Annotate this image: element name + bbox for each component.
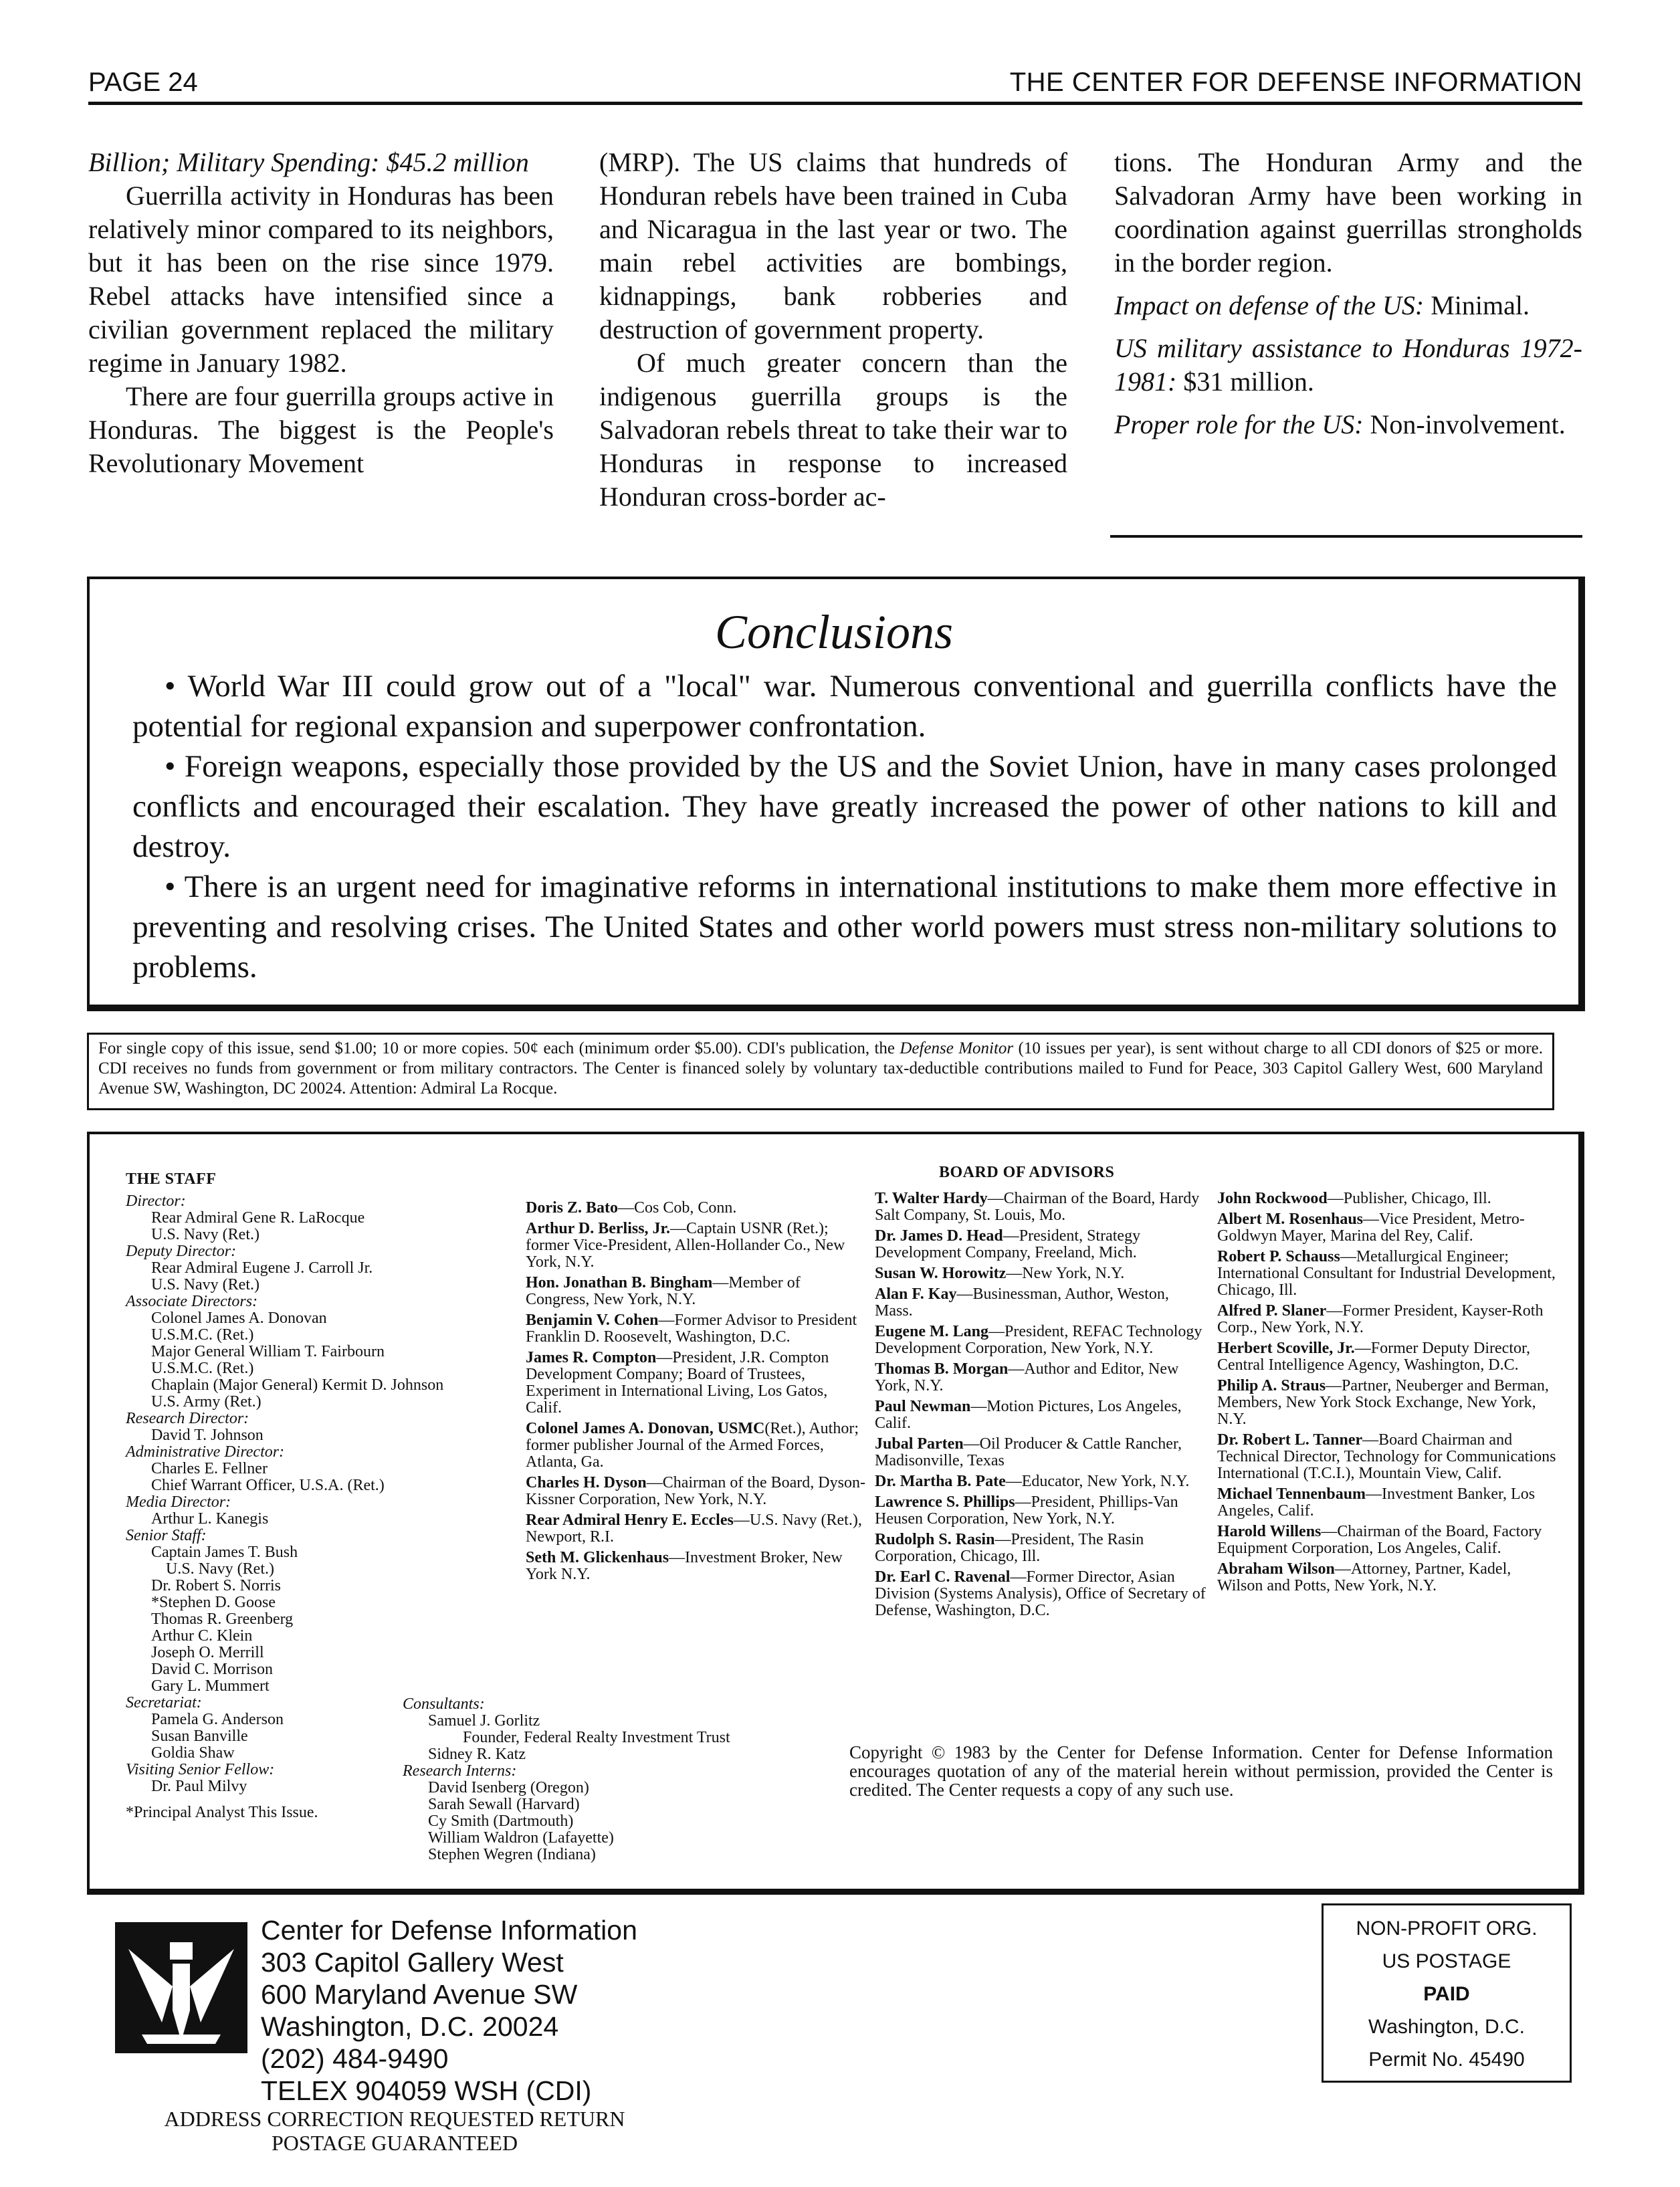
conclusion-item: • World War III could grow out of a "local" war. Numerous conventional and guerrilla conflicts have the potential for regional expansion and superpower confrontation.	[132, 669, 1557, 744]
advisor-name: Michael Tennenbaum	[1217, 1485, 1366, 1503]
advisor-description: —Captain USNR (Ret.); former Vice-President, Allen-Hollander Co., New York, N.Y.	[526, 1220, 845, 1271]
advisor-name: Jubal Parten	[875, 1435, 964, 1453]
advisor-description: —Investment Banker, Los Angeles, Calif.	[1217, 1485, 1536, 1520]
advisor-name: Doris Z. Bato	[526, 1199, 618, 1217]
staff-name: Joseph O. Merrill	[151, 1644, 264, 1661]
notice-text: (10 issues per year), is sent without charge to all CDI donors of $25 or more. CDI receives no funds from government or from military contractors. The Center is financed solely by voluntary tax-deductible contributions mailed to Fund for Peace, 303 Capitol Gallery West, 600 Maryland Avenue SW, Washington, DC 20024. Attention: Admiral La Rocque.	[98, 1039, 1543, 1098]
advisor-entry	[875, 1436, 1209, 1469]
page-header	[88, 62, 1582, 105]
article-column-3	[1114, 146, 1582, 441]
consultant-name: Sidney R. Katz	[428, 1746, 526, 1763]
advisor-name: Rudolph S. Rasin	[875, 1531, 995, 1548]
advisor-name: Seth M. Glickenhaus	[526, 1549, 669, 1566]
eagle-logo-icon	[115, 1922, 247, 2053]
advisor-name: Abraham Wilson	[1217, 1560, 1335, 1578]
advisor-entry	[875, 1361, 1209, 1394]
advisor-description: —Vice President, Metro-Goldwyn Mayer, Marina del Rey, Calif.	[1217, 1211, 1525, 1245]
staff-name: Colonel James A. Donovan	[151, 1310, 327, 1327]
advisor-entry	[875, 1228, 1209, 1261]
staff-name: Arthur L. Kanegis	[151, 1510, 269, 1528]
indicia-line: Washington, D.C.	[1368, 2016, 1525, 2038]
advisor-description: —Author and Editor, New York, N.Y.	[875, 1360, 1179, 1394]
advisor-entry	[1217, 1378, 1560, 1428]
advisor-name: John Rockwood	[1217, 1190, 1328, 1207]
advisor-entry	[1217, 1340, 1560, 1374]
staff-role: Deputy Director:	[126, 1243, 237, 1260]
advisor-description: —Former Advisor to President Franklin D. Roosevelt, Washington, D.C.	[526, 1312, 857, 1346]
staff-role: Media Director:	[126, 1493, 231, 1511]
conclusions-list	[132, 666, 1557, 987]
intern-name: Stephen Wegren (Indiana)	[428, 1846, 596, 1863]
indicia-line: NON-PROFIT ORG.	[1356, 1917, 1538, 1940]
advisor-description: —Motion Pictures, Los Angeles, Calif.	[875, 1398, 1182, 1432]
advisor-description: —New York, N.Y.	[1006, 1265, 1125, 1282]
paragraph: Guerrilla activity in Honduras has been relatively minor compared to its neighbors, but it has been on the rise since 1979. Rebel attacks have intensified since a civilian government replaced the military regime in January 1982.	[88, 181, 554, 378]
assistance-value: $31 million.	[1183, 367, 1314, 397]
staff-name: Goldia Shaw	[151, 1744, 235, 1762]
staff-name: Arthur C. Klein	[151, 1627, 253, 1645]
staff-name: Dr. Robert S. Norris	[151, 1577, 281, 1594]
staff-name: U.S. Navy (Ret.)	[166, 1560, 274, 1578]
advisor-description: —Former President, Kayser-Roth Corp., New York, N.Y.	[1217, 1302, 1544, 1336]
advisor-entry	[1217, 1561, 1560, 1594]
staff-name: U.S. Army (Ret.)	[151, 1393, 261, 1411]
advisor-entry	[526, 1200, 865, 1217]
advisor-description: —Chairman of the Board, Hardy Salt Company, St. Louis, Mo.	[875, 1190, 1200, 1224]
staff-name: Susan Banville	[151, 1728, 248, 1745]
board-column-2	[875, 1190, 1209, 1623]
advisor-name: Arthur D. Berliss, Jr.	[526, 1220, 670, 1237]
intern-name: Sarah Sewall (Harvard)	[428, 1796, 580, 1813]
article-column-1	[88, 146, 554, 480]
advisor-name: Eugene M. Lang	[875, 1323, 989, 1340]
copyright-notice: Copyright © 1983 by the Center for Defense Information. Center for Defense Information encourages quotation of any of the material herein without permission, provided the Center is credited. The Center requests a copy of any such use.	[849, 1742, 1553, 1800]
advisor-description: —Metallurgical Engineer; International Consultant for Industrial Development, Chicago, Ill.	[1217, 1248, 1556, 1299]
staff-board-box	[87, 1132, 1584, 1895]
advisor-description: —President, Phillips-Van Heusen Corporation, New York, N.Y.	[875, 1493, 1178, 1528]
advisor-entry	[875, 1324, 1209, 1357]
advisor-description: (Ret.), Author; former publisher Journal of the Armed Forces, Atlanta, Ga.	[526, 1420, 859, 1471]
advisor-description: —Oil Producer & Cattle Rancher, Madisonville, Texas	[875, 1435, 1182, 1469]
advisor-entry	[526, 1350, 865, 1417]
advisor-description: —Investment Broker, New York N.Y.	[526, 1549, 843, 1583]
advisor-description: —Publisher, Chicago, Ill.	[1327, 1190, 1491, 1207]
paragraph: tions. The Honduran Army and the Salvadoran Army have been working in coordination against guerrillas strongholds in the border region.	[1114, 147, 1582, 278]
staff-role: Research Director:	[126, 1410, 249, 1427]
advisor-name: Dr. James D. Head	[875, 1227, 1003, 1245]
advisor-description: —Board Chairman and Technical Director, Technology for Communications International (T.C.I.), Mountain View, Calif.	[1217, 1431, 1556, 1482]
advisor-description: —Chairman of the Board, Dyson-Kissner Corporation, New York, N.Y.	[526, 1474, 865, 1508]
advisor-name: Harold Willens	[1217, 1523, 1322, 1540]
staff-name: Dr. Paul Milvy	[151, 1778, 247, 1795]
advisor-name: Philip A. Straus	[1217, 1377, 1326, 1394]
cdi-logo	[115, 1922, 247, 2053]
consultants-label: Consultants:	[403, 1695, 485, 1713]
advisor-entry	[875, 1494, 1209, 1528]
role-value: Non-involvement.	[1370, 409, 1566, 439]
advisor-entry	[526, 1312, 865, 1346]
advisor-entry	[875, 1190, 1209, 1224]
advisor-name: Benjamin V. Cohen	[526, 1312, 659, 1329]
advisor-entry	[526, 1421, 865, 1471]
running-title: THE CENTER FOR DEFENSE INFORMATION	[1009, 68, 1582, 97]
staff-role: Director:	[126, 1192, 186, 1210]
staff-name: U.S.M.C. (Ret.)	[151, 1360, 254, 1377]
page-number: PAGE 24	[88, 68, 198, 97]
return-line: POSTAGE GUARANTEED	[271, 2131, 518, 2155]
indicia-permit: Permit No. 45490	[1368, 2049, 1525, 2071]
advisor-name: Thomas B. Morgan	[875, 1360, 1009, 1378]
return-line: ADDRESS CORRECTION REQUESTED RETURN	[164, 2107, 625, 2131]
advisor-entry	[875, 1569, 1209, 1619]
advisor-description: —Chairman of the Board, Factory Equipment Corporation, Los Angeles, Calif.	[1217, 1523, 1542, 1557]
publication-title: Defense Monitor	[900, 1039, 1014, 1057]
staff-name: U.S. Navy (Ret.)	[151, 1226, 259, 1243]
staff-role: Secretariat:	[126, 1694, 202, 1711]
advisor-entry	[1217, 1486, 1560, 1520]
paragraph: There are four guerrilla groups active in Honduras. The biggest is the People's Revolutionary Movement	[88, 381, 554, 478]
advisor-entry	[526, 1512, 865, 1546]
advisor-name: Hon. Jonathan B. Bingham	[526, 1274, 713, 1291]
indicia-paid: PAID	[1423, 1983, 1470, 2005]
advisor-description: —President, The Rasin Corporation, Chicago, Ill.	[875, 1531, 1144, 1565]
advisor-name: T. Walter Hardy	[875, 1190, 988, 1207]
paragraph: Of much greater concern than the indigenous guerrilla groups is the Salvadoran rebels threat to take their war to Honduras in response to increased Honduran cross-border ac-	[599, 348, 1067, 512]
stats-lead: Billion; Military Spending: $45.2 million	[88, 147, 529, 177]
advisor-description: —Former Deputy Director, Central Intelligence Agency, Washington, D.C.	[1217, 1340, 1531, 1374]
advisor-entry	[1217, 1211, 1560, 1245]
advisor-name: Lawrence S. Phillips	[875, 1493, 1015, 1511]
address-line: 303 Capitol Gallery West	[261, 1947, 564, 1978]
staff-name: David C. Morrison	[151, 1661, 273, 1678]
conclusion-item: • Foreign weapons, especially those provided by the US and the Soviet Union, have in many cases prolonged conflicts and encouraged their escalation. They have greatly increased the power of other nations to kill and destroy.	[132, 749, 1557, 864]
advisor-name: Alfred P. Slaner	[1217, 1302, 1327, 1320]
impact-label: Impact on defense of the US:	[1114, 290, 1425, 320]
advisor-entry	[875, 1473, 1209, 1490]
intern-name: David Isenberg (Oregon)	[428, 1779, 589, 1796]
advisor-name: Susan W. Horowitz	[875, 1265, 1007, 1282]
notice-text: For single copy of this issue, send $1.00; 10 or more copies. 50¢ each (minimum order $5.00). CDI's publication, the	[98, 1039, 896, 1057]
assistance-label: US military assistance to Honduras 1972-1981:	[1114, 333, 1582, 397]
column-end-rule	[1110, 535, 1582, 538]
advisor-name: Rear Admiral Henry E. Eccles	[526, 1512, 734, 1529]
advisor-name: Alan F. Kay	[875, 1285, 957, 1303]
advisor-description: —President, Strategy Development Company, Freeland, Mich.	[875, 1227, 1141, 1261]
staff-name: Pamela G. Anderson	[151, 1711, 284, 1728]
assistance-section	[1114, 332, 1582, 399]
address-line: Center for Defense Information	[261, 1915, 637, 1946]
staff-name: Rear Admiral Gene R. LaRocque	[151, 1209, 365, 1227]
phone-line: (202) 484-9490	[261, 2043, 449, 2074]
staff-name: Chief Warrant Officer, U.S.A. (Ret.)	[151, 1477, 385, 1494]
staff-role: Senior Staff:	[126, 1527, 207, 1544]
role-section	[1114, 408, 1582, 441]
intern-name: Cy Smith (Dartmouth)	[428, 1812, 574, 1830]
telex-line: TELEX 904059 WSH (CDI)	[261, 2075, 592, 2106]
conclusions-title: Conclusions	[714, 605, 954, 659]
board-column-3	[1217, 1190, 1560, 1598]
staff-name: Rear Admiral Eugene J. Carroll Jr.	[151, 1259, 373, 1277]
staff-name: Thomas R. Greenberg	[151, 1610, 294, 1628]
advisor-entry	[1217, 1432, 1560, 1482]
staff-name: U.S.M.C. (Ret.)	[151, 1326, 254, 1344]
advisor-entry	[526, 1221, 865, 1271]
mailing-address	[261, 1914, 637, 2107]
advisor-description: —Member of Congress, New York, N.Y.	[526, 1274, 801, 1308]
staff-role: Administrative Director:	[126, 1443, 285, 1461]
return-notice	[120, 2107, 669, 2155]
advisor-entry	[1217, 1190, 1560, 1207]
conclusions-box	[87, 577, 1585, 1011]
role-label: Proper role for the US:	[1114, 409, 1364, 439]
advisor-entry	[526, 1275, 865, 1308]
staff-name: David T. Johnson	[151, 1427, 264, 1444]
advisor-entry	[875, 1286, 1209, 1320]
advisor-entry	[875, 1398, 1209, 1432]
advisor-entry	[875, 1265, 1209, 1282]
interns-label: Research Interns:	[403, 1762, 517, 1780]
advisor-description: —Former Director, Asian Division (Systems Analysis), Office of Secretary of Defense, Washington, D.C.	[875, 1568, 1206, 1619]
advisor-name: Albert M. Rosenhaus	[1217, 1211, 1364, 1228]
impact-section	[1114, 289, 1582, 322]
address-line: 600 Maryland Avenue SW	[261, 1979, 578, 2010]
advisor-description: —Partner, Neuberger and Berman, Members, New York Stock Exchange, New York, N.Y.	[1217, 1377, 1549, 1428]
advisor-entry	[1217, 1249, 1560, 1299]
advisor-name: Colonel James A. Donovan, USMC	[526, 1420, 765, 1437]
advisor-name: James R. Compton	[526, 1349, 657, 1366]
advisor-entry	[1217, 1303, 1560, 1336]
intern-name: William Waldron (Lafayette)	[428, 1829, 614, 1847]
advisor-name: Herbert Scoville, Jr.	[1217, 1340, 1355, 1357]
indicia-line: US POSTAGE	[1382, 1950, 1511, 1972]
staff-heading: THE STAFF	[126, 1170, 217, 1188]
board-heading: BOARD OF ADVISORS	[939, 1164, 1115, 1181]
consultant-desc: Founder, Federal Realty Investment Trust	[463, 1729, 730, 1746]
advisor-entry	[526, 1475, 865, 1508]
staff-name: U.S. Navy (Ret.)	[151, 1276, 259, 1293]
advisor-name: Robert P. Schauss	[1217, 1248, 1340, 1265]
advisor-description: —Educator, New York, N.Y.	[1005, 1473, 1190, 1490]
postage-indicia	[1322, 1903, 1572, 2083]
impact-value: Minimal.	[1431, 290, 1530, 320]
advisor-name: Charles H. Dyson	[526, 1474, 647, 1491]
staff-name: Charles E. Fellner	[151, 1460, 268, 1477]
article-column-2	[599, 146, 1067, 514]
advisor-description: —U.S. Navy (Ret.), Newport, R.I.	[526, 1512, 862, 1546]
staff-footnote: *Principal Analyst This Issue.	[126, 1804, 318, 1821]
staff-name: Gary L. Mummert	[151, 1677, 270, 1695]
consultant-name: Samuel J. Gorlitz	[428, 1712, 540, 1730]
staff-role: Visiting Senior Fellow:	[126, 1761, 275, 1778]
advisor-name: Dr. Robert L. Tanner	[1217, 1431, 1363, 1449]
staff-name: Captain James T. Bush	[151, 1544, 298, 1561]
subscription-notice	[87, 1033, 1554, 1110]
advisor-entry	[1217, 1524, 1560, 1557]
advisor-entry	[526, 1550, 865, 1583]
advisor-name: Dr. Martha B. Pate	[875, 1473, 1006, 1490]
staff-name: Chaplain (Major General) Kermit D. Johnson	[151, 1376, 444, 1394]
address-line: Washington, D.C. 20024	[261, 2011, 559, 2042]
paragraph: (MRP). The US claims that hundreds of Honduran rebels have been trained in Cuba and Nicaragua in the last year or two. The main rebel activities are bombings, kidnappings, bank robberies and destruction of government property.	[599, 147, 1067, 344]
advisor-entry	[875, 1532, 1209, 1565]
advisor-name: Dr. Earl C. Ravenal	[875, 1568, 1011, 1586]
staff-name: *Stephen D. Goose	[151, 1594, 276, 1611]
conclusion-item: • There is an urgent need for imaginative reforms in international institutions to make them more effective in preventing and resolving crises. The United States and other world powers must stress non-military solutions to problems.	[132, 869, 1557, 984]
consultants-block	[403, 1696, 750, 1863]
advisor-description: —Businessman, Author, Weston, Mass.	[875, 1285, 1169, 1320]
advisor-name: Paul Newman	[875, 1398, 971, 1415]
advisor-description: —President, REFAC Technology Development Corporation, New York, N.Y.	[875, 1323, 1202, 1357]
advisor-description: —Attorney, Partner, Kadel, Wilson and Potts, New York, N.Y.	[1217, 1560, 1511, 1594]
advisor-description: —President, J.R. Compton Development Company; Board of Trustees, Experiment in International Living, Los Gatos, Calif.	[526, 1349, 829, 1417]
board-column-1	[526, 1200, 865, 1587]
advisor-description: —Cos Cob, Conn.	[618, 1199, 737, 1217]
staff-name: Major General William T. Fairbourn	[151, 1343, 385, 1360]
staff-role: Associate Directors:	[126, 1293, 258, 1310]
